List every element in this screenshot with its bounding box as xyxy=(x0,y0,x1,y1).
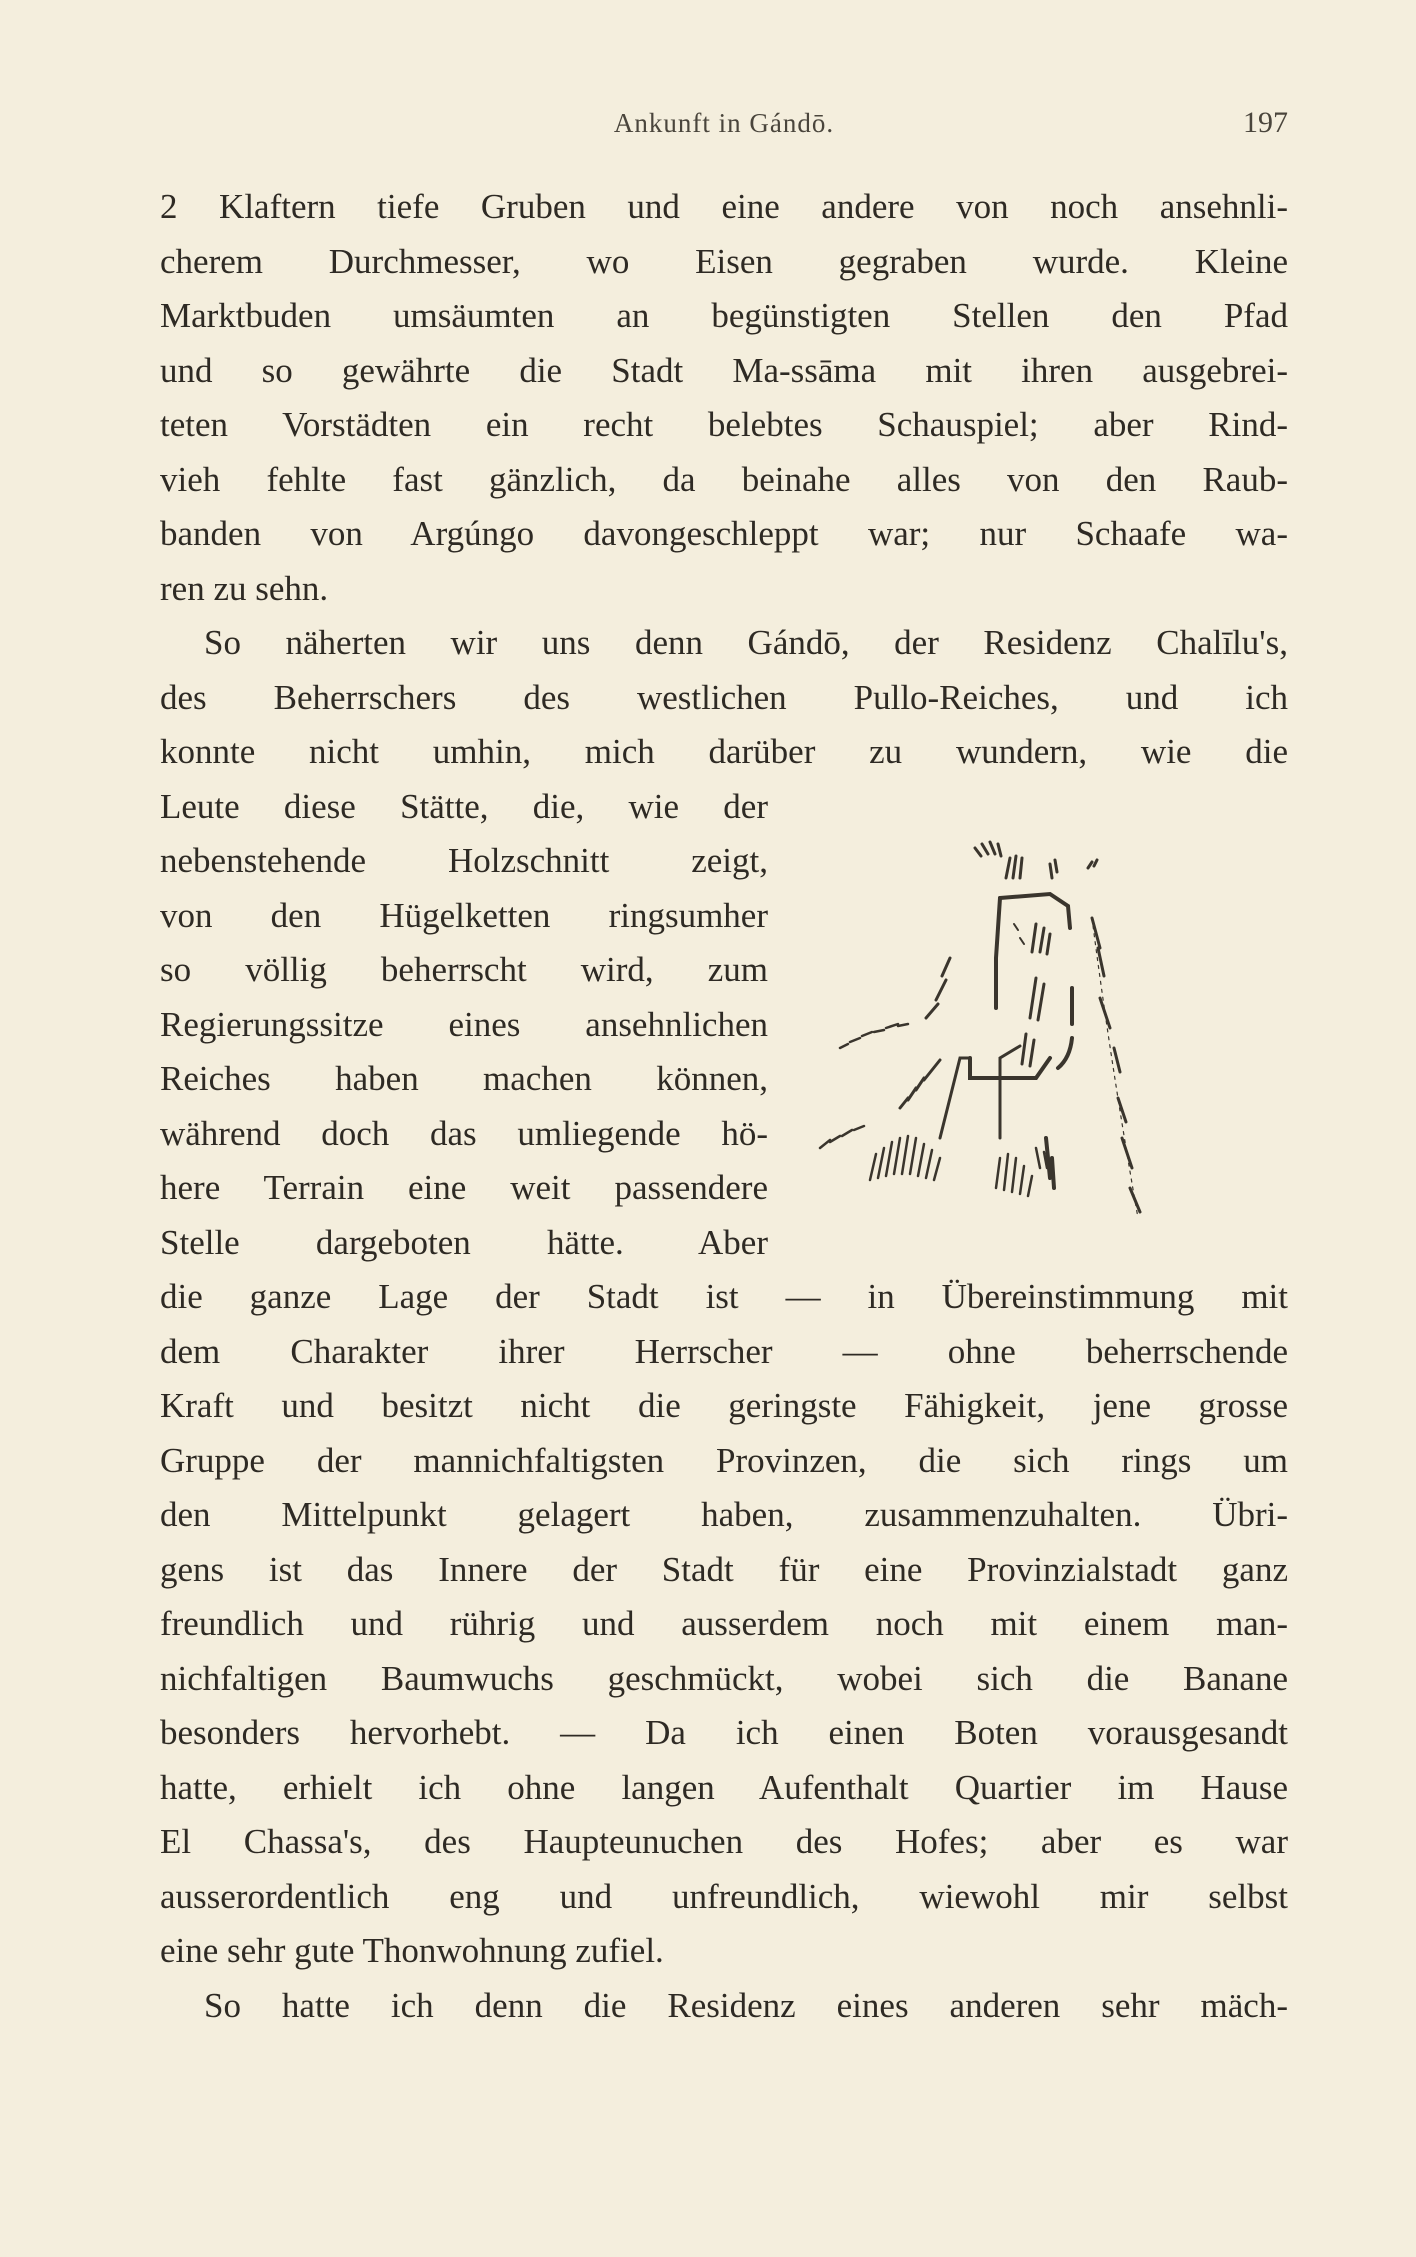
text-line: So näherten wir uns denn Gándō, der Residenz Chalīlu's, xyxy=(204,623,1288,662)
text-line: konnte nicht umhin, mich darüber zu wundern, wie die xyxy=(160,732,1288,771)
text-line: 2 Klaftern tiefe Gruben und eine andere von noch ansehnli- xyxy=(160,187,1288,226)
page-header xyxy=(160,108,1288,148)
text-line: Kraft und besitzt nicht die geringste Fähigkeit, jene grosse xyxy=(160,1386,1288,1425)
text-line: ren zu sehn. xyxy=(160,568,329,608)
text-line: von den Hügelketten ringsumher xyxy=(160,895,768,935)
text-line: ausserordentlich eng und unfreundlich, wiewohl mir selbst xyxy=(160,1876,1288,1916)
text-line: nichfaltigen Baumwuchs geschmückt, wobei sich die Banane xyxy=(160,1658,1288,1698)
text-line: und so gewährte die Stadt Ma-ssāma mit ihren ausgebrei- xyxy=(160,350,1288,390)
running-head: Ankunft in Gándō. xyxy=(613,108,835,138)
text-line: so völlig beherrscht wird, zum xyxy=(160,950,768,989)
text-line: hatte, erhielt ich ohne langen Aufenthalt Quartier im Hause xyxy=(160,1767,1288,1807)
text-line: El Chassa's, des Haupteunuchen des Hofes; aber es war xyxy=(160,1822,1288,1861)
text-line: vieh fehlte fast gänzlich, da beinahe alles von den Raub- xyxy=(160,459,1288,499)
text-line: eine sehr gute Thonwohnung zufiel. xyxy=(160,1931,664,1970)
text-line: banden von Argúngo davongeschleppt war; nur Schaafe wa- xyxy=(160,514,1288,553)
text-line: Reiches haben machen können, xyxy=(160,1059,768,1098)
text-line: gens ist das Innere der Stadt für eine Provinzialstadt ganz xyxy=(160,1549,1288,1589)
text-line: Marktbuden umsäumten an begünstigten Stellen den Pfad xyxy=(160,296,1288,335)
text-line: cherem Durchmesser, wo Eisen gegraben wurde. Kleine xyxy=(160,241,1288,281)
text-line: während doch das umliegende hö- xyxy=(160,1113,768,1153)
text-line: here Terrain eine weit passendere xyxy=(160,1168,768,1207)
text-line: nebenstehende Holzschnitt zeigt, xyxy=(160,841,768,880)
text-line: Stelle dargeboten hätte. Aber xyxy=(160,1222,768,1262)
text-line: freundlich und rührig und ausserdem noch mit einem man- xyxy=(160,1604,1288,1643)
text-line: Gruppe der mannichfaltigsten Provinzen, die sich rings um xyxy=(160,1440,1288,1480)
text-line: des Beherrschers des westlichen Pullo-Reiches, und ich xyxy=(160,677,1288,717)
text-line: besonders hervorhebt. — Da ich einen Boten vorausgesandt xyxy=(160,1713,1288,1752)
text-line: die ganze Lage der Stadt ist — in Übereinstimmung mit xyxy=(160,1277,1288,1316)
text-line: Regierungssitze eines ansehnlichen xyxy=(160,1004,768,1044)
text-line: den Mittelpunkt gelagert haben, zusammenzuhalten. Übri- xyxy=(160,1495,1288,1534)
woodcut-map-icon xyxy=(800,808,1240,1248)
text-line: Leute diese Stätte, die, wie der xyxy=(160,786,768,826)
page-number: 197 xyxy=(1243,106,1288,139)
text-line: dem Charakter ihrer Herrscher — ohne beherrschende xyxy=(160,1331,1288,1371)
text-line: teten Vorstädten ein recht belebtes Schauspiel; aber Rind- xyxy=(160,405,1288,444)
text-line: So hatte ich denn die Residenz eines anderen sehr mäch- xyxy=(204,1985,1288,2025)
